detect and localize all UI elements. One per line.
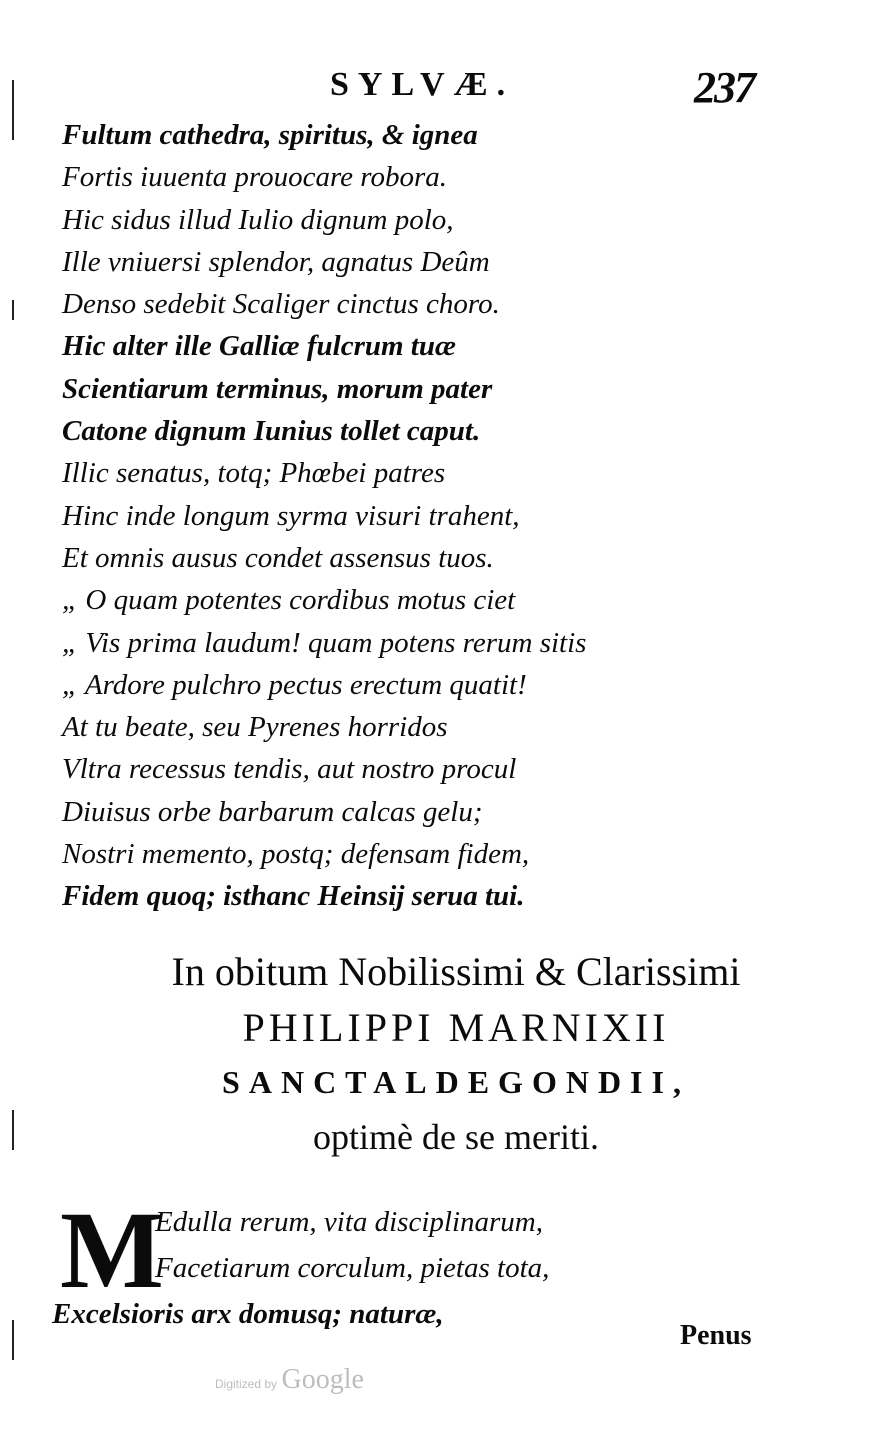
verse-line: Hinc inde longum syrma visuri trahent, [62,499,520,532]
title-name: PHILIPPI MARNIXII [242,1005,670,1050]
verse-line: Diuisus orbe barbarum calcas gelu; [62,795,483,828]
google-logo: Google [281,1364,364,1395]
verse-line: Hic alter ille Galliæ fulcrum tuæ [62,330,456,363]
verse-line: Vltra recessus tendis, aut nostro procul [62,753,517,786]
running-head: SYLVÆ. [330,66,515,103]
verse-line: Catone dignum Iunius tollet caput. [62,415,481,448]
catchword: Penus [680,1320,752,1351]
title-subtitle: optimè de se meriti. [313,1117,599,1157]
verse-line: Fortis iuuenta prouocare robora. [62,161,448,194]
verse-line: „ Vis prima laudum! quam potens rerum sitis [62,626,587,659]
drop-cap: M [60,1189,164,1311]
verse-line: Illic senatus, totq; Phœbei patres [62,457,446,490]
verse-line: „ O quam potentes cordibus motus ciet [62,584,516,617]
watermark-prefix: Digitized by [215,1377,278,1391]
page-edge-line [12,1320,14,1360]
verse-line: Scientiarum terminus, morum pater [62,372,493,405]
poem-line: Facetiarum corculum, pietas tota, [155,1252,550,1284]
verse-line: Et omnis ausus condet assensus tuos. [62,541,494,574]
verse-line: Fidem quoq; isthanc Heinsij serua tui. [62,880,525,913]
page-number: 237 [694,63,754,112]
title-place: SANCTALDEGONDII, [222,1064,690,1100]
title-line: In obitum Nobilissimi & Clarissimi [171,949,741,994]
page-edge-line [12,80,14,140]
verse-line: Denso sedebit Scaliger cinctus choro. [62,288,500,321]
page-edge-line [12,300,14,320]
elegy-title [0,948,872,1158]
verse-line: „ Ardore pulchro pectus erectum quatit! [62,668,527,701]
verse-block [62,114,586,918]
verse-line: Fultum cathedra, spiritus, & ignea [62,119,478,151]
poem-line: Edulla rerum, vita disciplinarum, [155,1206,543,1238]
verse-line: Ille vniuersi splendor, agnatus Deûm [62,245,490,278]
poem-line: Excelsioris arx domusq; naturæ, [52,1298,444,1330]
google-watermark [215,1364,364,1396]
verse-line: Nostri memento, postq; defensam fidem, [62,838,530,871]
verse-line: Hic sidus illud Iulio dignum polo, [62,203,454,236]
verse-line: At tu beate, seu Pyrenes horridos [62,711,448,744]
